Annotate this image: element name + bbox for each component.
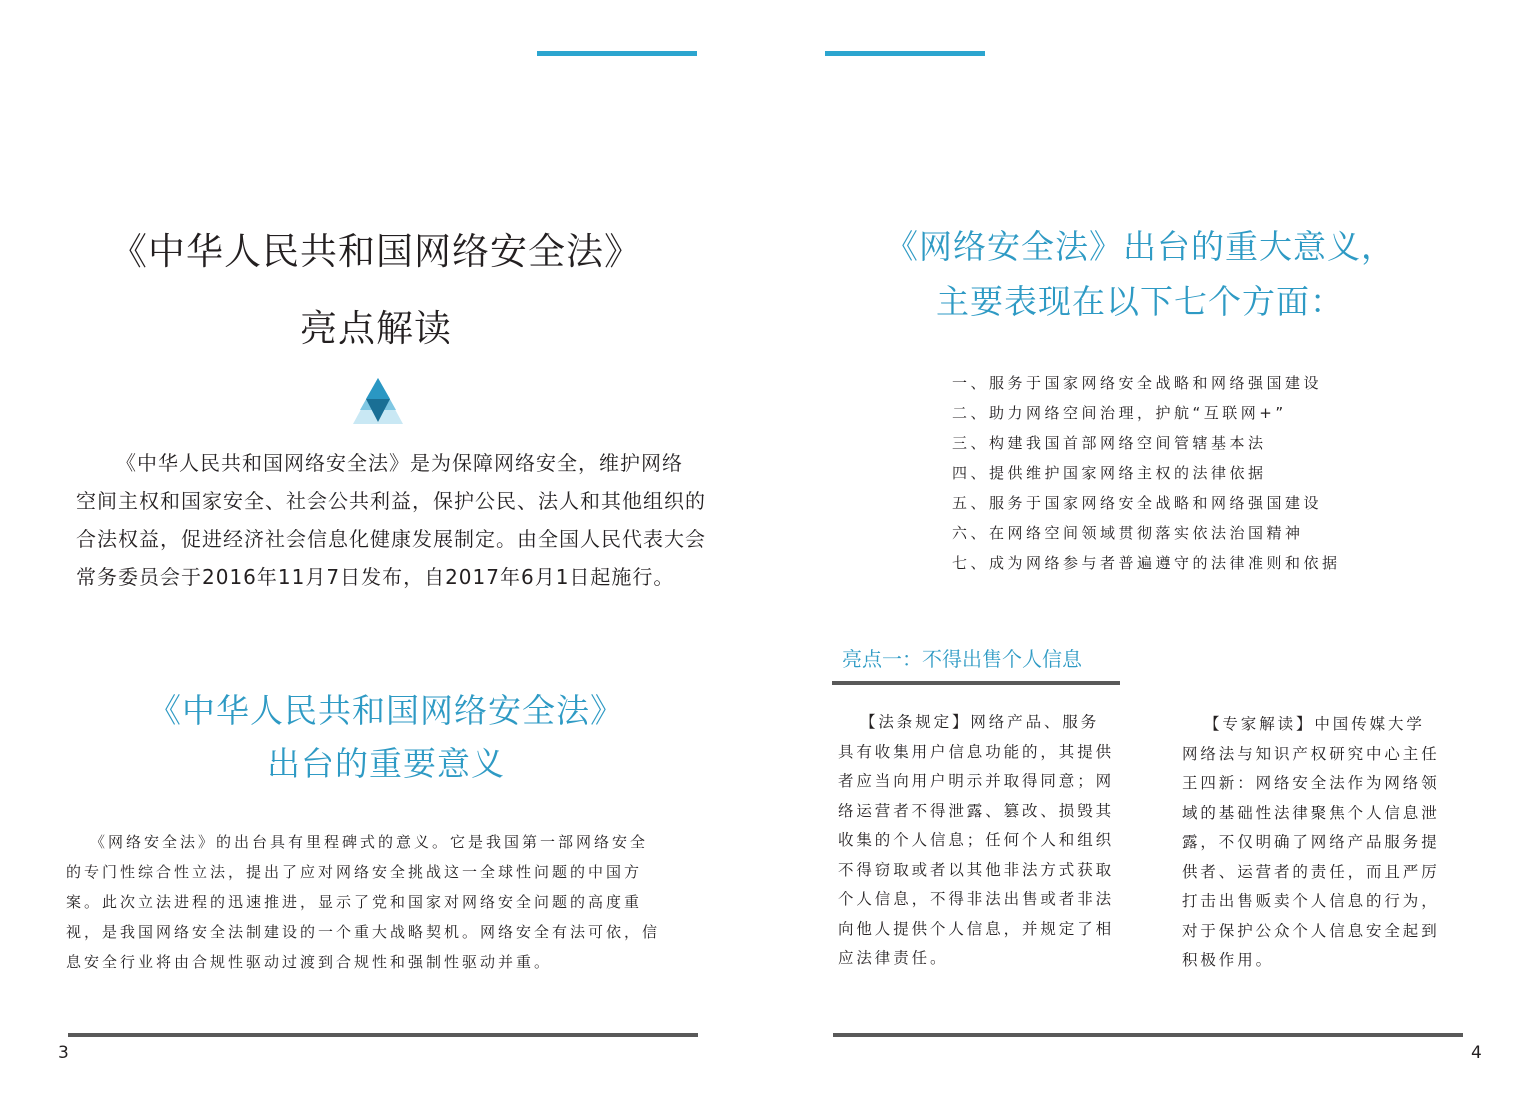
intro-line: 常务委员会于2016年11月7日发布，自2017年6月1日起施行。 [76,565,675,589]
triangle-logo-icon [351,376,405,426]
expert-line: 对于保护公众个人信息安全起到 [1182,921,1440,940]
law-provision-line: 具有收集用户信息功能的，其提供 [838,742,1115,761]
list-item: 二、助力网络空间治理，护航“互联网+” [952,404,1287,422]
expert-column [1182,710,1440,976]
significance-line: 《网络安全法》的出台具有里程碑式的意义。它是我国第一部网络安全 [90,833,649,851]
list-item: 一、服务于国家网络安全战略和网络强国建设 [952,374,1323,392]
law-provision-line: 络运营者不得泄露、篡改、损毁其 [838,801,1115,820]
aspects-list [952,368,1341,578]
law-provision-line: 者应当向用户明示并取得同意；网 [838,772,1115,790]
intro-line: 合法权益，促进经济社会信息化健康发展制定。由全国人民代表大会 [76,527,706,551]
top-accent-bar-right [825,51,985,56]
expert-line: 露，不仅明确了网络产品服务提 [1182,833,1440,851]
list-item: 五、服务于国家网络安全战略和网络强国建设 [952,494,1323,512]
significance-line: 息安全行业将由合规性驱动过渡到合规性和强制性驱动并重。 [66,953,553,971]
document-title: 《中华人民共和国网络安全法》 [110,230,642,273]
top-accent-bar-left [537,51,697,56]
law-provision-line: 向他人提供个人信息，并规定了相 [838,919,1115,938]
highlight-underline [832,681,1120,685]
footer-rule-left [68,1033,698,1037]
intro-line: 空间主权和国家安全、社会公共利益，保护公民、法人和其他组织的 [76,489,706,513]
expert-line: 王四新：网络安全法作为网络领 [1182,774,1440,792]
expert-line: 供者、运营者的责任，而且严厉 [1182,862,1440,881]
list-item: 七、成为网络参与者普遍遵守的法律准则和依据 [952,554,1341,572]
significance-line: 视，是我国网络安全法制建设的一个重大战略契机。网络安全有法可依，信 [66,923,661,941]
law-provision-line: 【法条规定】网络产品、服务 [860,713,1100,731]
expert-line: 【专家解读】中国传媒大学 [1204,715,1425,733]
page-number-right: 4 [1471,1043,1482,1063]
law-provision-column [838,708,1114,974]
document-subtitle: 亮点解读 [300,307,452,350]
expert-line: 网络法与知识产权研究中心主任 [1182,744,1440,763]
significance-line: 的专门性综合性立法，提出了应对网络安全挑战这一全球性问题的中国方 [66,863,643,881]
significance-line: 案。此次立法进程的迅速推进，显示了党和国家对网络安全问题的高度重 [66,893,643,911]
expert-line: 积极作用。 [1182,951,1275,969]
aspects-heading: 《网络安全法》出台的重大意义， [885,227,1395,266]
list-item: 四、提供维护国家网络主权的法律依据 [952,464,1267,482]
law-provision-line: 个人信息，不得非法出售或者非法 [838,890,1115,908]
list-item: 三、构建我国首部网络空间管辖基本法 [952,434,1267,452]
significance-paragraph [66,827,706,977]
significance-title: 《中华人民共和国网络安全法》 [148,691,624,730]
significance-subtitle: 出台的重要意义 [267,744,505,783]
intro-paragraph [76,444,716,596]
highlight-title: 亮点一：不得出售个人信息 [842,647,1082,671]
law-provision-line: 不得窃取或者以其他非法方式获取 [838,860,1115,879]
intro-line: 《中华人民共和国网络安全法》是为保障网络安全，维护网络 [116,451,683,475]
law-provision-line: 应法律责任。 [838,949,949,967]
footer-rule-right [833,1033,1463,1037]
aspects-subheading: 主要表现在以下七个方面： [936,282,1344,321]
expert-line: 打击出售贩卖个人信息的行为， [1182,892,1440,910]
list-item: 六、在网络空间领域贯彻落实依法治国精神 [952,524,1304,542]
page-number-left: 3 [58,1043,69,1063]
expert-line: 域的基础性法律聚焦个人信息泄 [1182,803,1440,822]
law-provision-line: 收集的个人信息；任何个人和组织 [838,831,1115,849]
